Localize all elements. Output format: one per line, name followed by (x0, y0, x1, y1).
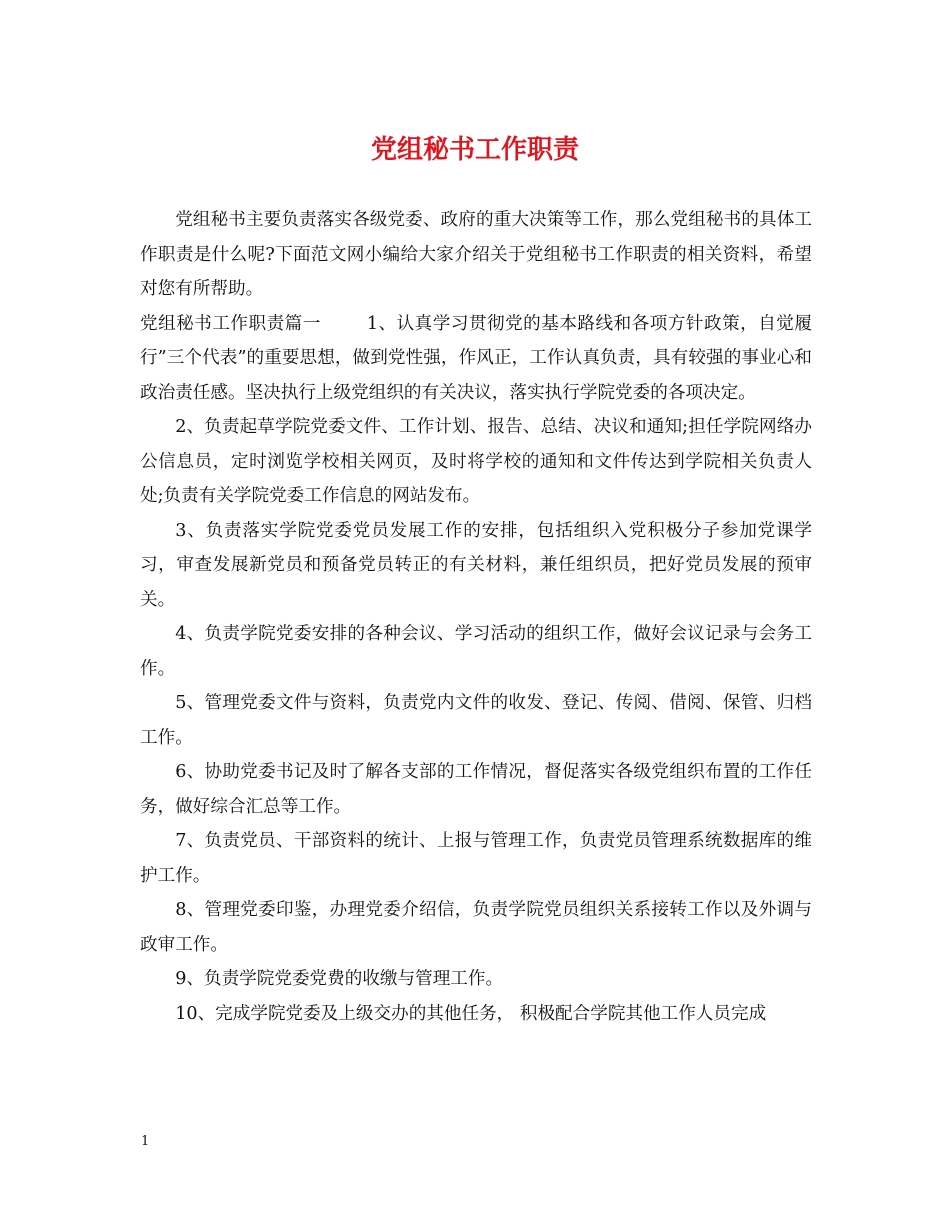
document-title: 党组秘书工作职责 (370, 135, 579, 165)
duty-item-9: 9、负责学院党委党费的收缴与管理工作。 (175, 969, 504, 989)
duty-item-8: 8、管理党委印鉴，办理党委介绍信，负责学院党员组织关系接转工作以及外调与政审工作。 (140, 900, 812, 955)
duty-item-1: 1、认真学习贯彻党的基本路线和各项方针政策，自觉履行”三个代表”的重要思想，做到党性强，作风正，工作认真负责，具有较强的事业心和政治责任感。坚决执行上级党组织的有关决议，落实执行学院党委的各项决定。 (140, 313, 812, 403)
duty-item-10: 10、完成学院党委及上级交办的其他任务， 积极配合学院其他工作人员完成 (175, 1003, 767, 1024)
page-number: 1 (141, 1134, 150, 1149)
duty-item-3: 3、负责落实学院党委党员发展工作的安排，包括组织入党积极分子参加党课学习，审查发展新党员和预备党员转正的有关材料，兼任组织员，把好党员发展的预审关。 (140, 520, 812, 610)
duty-item-2: 2、负责起草学院党委文件、工作计划、报告、总结、决议和通知;担任学院网络办公信息员，定时浏览学校相关网页，及时将学校的通知和文件传达到学院相关负责人处;负责有关学院党委工作信息的网站发布。 (140, 417, 812, 506)
document-body (140, 203, 812, 1031)
duty-item-5: 5、管理党委文件与资料，负责党内文件的收发、登记、传阅、借阅、保管、归档工作。 (140, 693, 812, 748)
section-heading: 党组秘书工作职责篇一 (140, 313, 321, 334)
duty-item-6: 6、协助党委书记及时了解各支部的工作情况，督促落实各级党组织布置的工作任务，做好综合汇总等工作。 (140, 762, 812, 817)
duty-item-7: 7、负责党员、干部资料的统计、上报与管理工作，负责党员管理系统数据库的维护工作。 (140, 831, 812, 886)
duty-item-4: 4、负责学院党委安排的各种会议、学习活动的组织工作，做好会议记录与会务工作。 (140, 624, 812, 679)
intro-paragraph: 党组秘书主要负责落实各级党委、政府的重大决策等工作，那么党组秘书的具体工作职责是什么呢?下面范文网小编给大家介绍关于党组秘书工作职责的相关资料，希望对您有所帮助。 (140, 210, 812, 299)
section-paragraph (140, 307, 812, 411)
